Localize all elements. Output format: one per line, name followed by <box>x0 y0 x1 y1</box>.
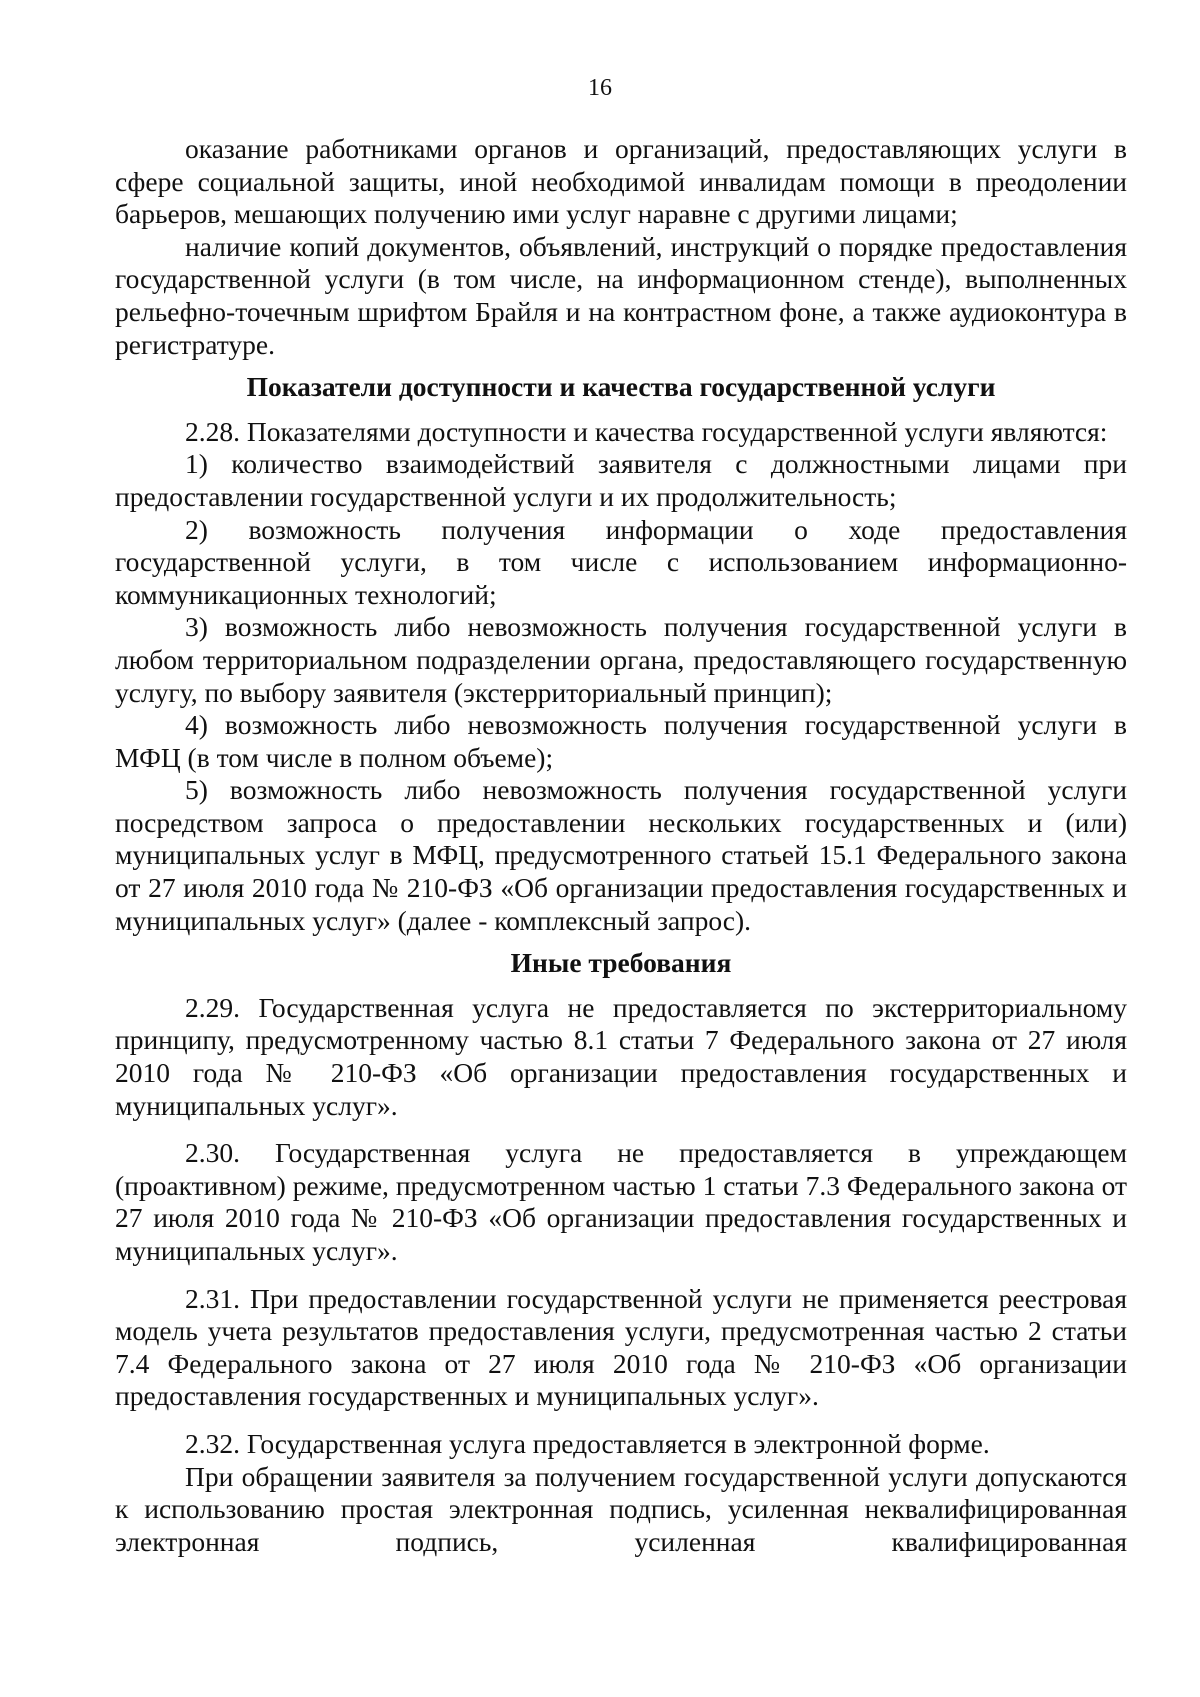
document-text <box>115 133 1127 1558</box>
paragraph: наличие копий документов, объявлений, инструкций о порядке предоставления государственной услуги (в том числе, на информационном стенде), выполненных рельефно-точечным шрифтом Брайля и на контрастном фоне, а также аудиоконтура в регистратуре. <box>115 230 1127 360</box>
paragraph: 2.30. Государственная услуга не предоставляется в упреждающем (проактивном) режиме, предусмотренном частью 1 статьи 7.3 Федерального закона от 27 июля 2010 года № 210-ФЗ «Об организации предоставления государственных и муниципальных услуг». <box>115 1137 1127 1266</box>
paragraph: оказание работниками органов и организаций, предоставляющих услуги в сфере социальной защиты, иной необходимой инвалидам помощи в преодолении барьеров, мешающих получению ими услуг наравне с другими лицами; <box>115 133 1127 230</box>
paragraph: 5) возможность либо невозможность получения государственной услуги посредством запроса о предоставлении нескольких государственных и (или) муниципальных услуг в МФЦ, предусмотренного статьей 15.1 Федерального закона от 27 июля 2010 года № 210-ФЗ «Об организации предоставления государственных и муниципальных услуг» (далее - комплексный запрос). <box>115 774 1127 936</box>
paragraph: 4) возможность либо невозможность получения государственной услуги в МФЦ (в том числе в полном объеме); <box>115 709 1127 773</box>
paragraph: 2) возможность получения информации о ходе предоставления государственной услуги, в том числе с использованием информационно-коммуникационных технологий; <box>115 513 1127 610</box>
paragraph: 2.31. При предоставлении государственной услуги не применяется реестровая модель учета результатов предоставления услуги, предусмотренная частью 2 статьи 7.4 Федерального закона от 27 июля 2010 года № 210-ФЗ «Об организации предоставления государственных и муниципальных услуг». <box>115 1282 1127 1412</box>
paragraph: 1) количество взаимодействий заявителя с должностными лицами при предоставлении государственной услуги и их продолжительность; <box>115 448 1127 512</box>
paragraph: 2.32. Государственная услуга предоставляется в электронной форме. <box>185 1427 990 1459</box>
paragraph: 3) возможность либо невозможность получения государственной услуги в любом территориальном подразделении органа, предоставляющего государственную услугу, по выбору заявителя (экстерриториальный принцип); <box>115 611 1127 708</box>
paragraph: 2.29. Государственная услуга не предоставляется по экстерриториальному принципу, предусмотренному частью 8.1 статьи 7 Федерального закона от 27 июля 2010 года № 210-ФЗ «Об организации предоставления государственных и муниципальных услуг». <box>115 991 1127 1121</box>
section-heading: Показатели доступности и качества государственной услуги <box>246 371 996 403</box>
paragraph: При обращении заявителя за получением государственной услуги допускаются к использованию простая электронная подпись, усиленная неквалифицированная электронная подпись, усиленная квалифицированная <box>115 1460 1127 1557</box>
paragraph: 2.28. Показателями доступности и качества государственной услуги являются: <box>185 415 1108 447</box>
page-number: 16 <box>588 75 612 101</box>
section-heading: Иные требования <box>510 947 732 979</box>
